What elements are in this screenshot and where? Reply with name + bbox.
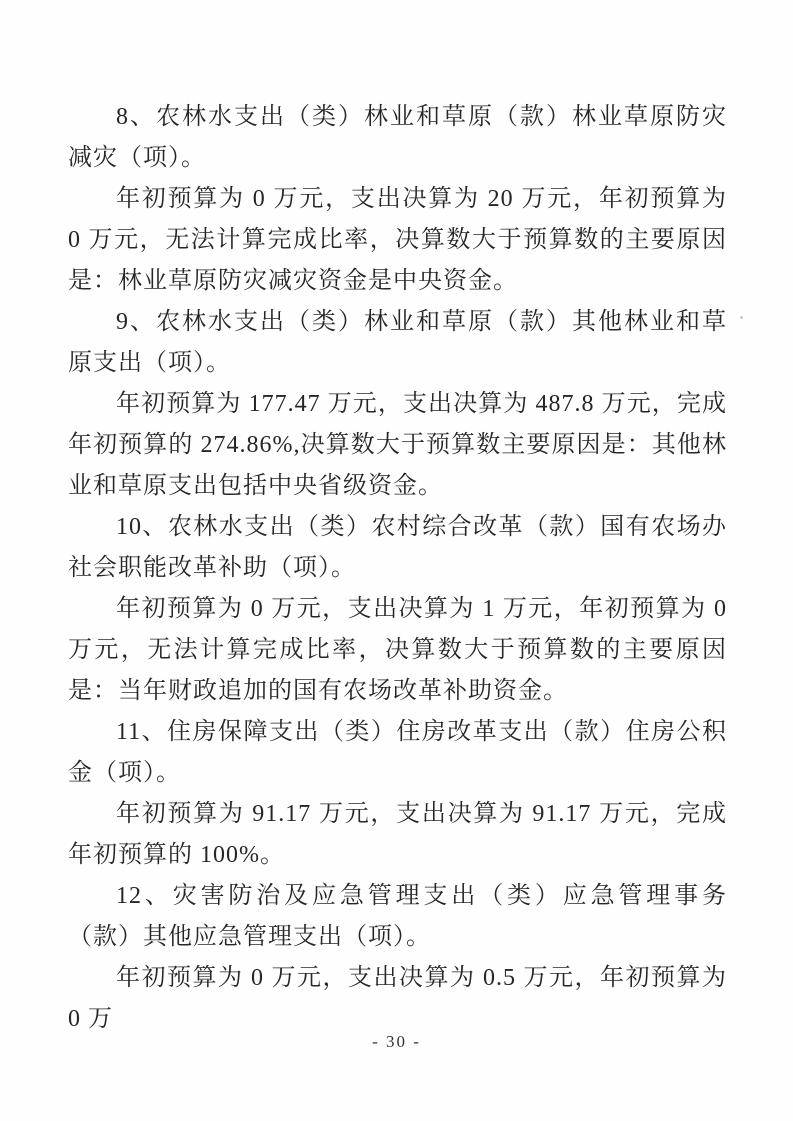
section-10-heading: 10、农林水支出（类）农村综合改革（款）国有农场办社会职能改革补助（项）。 [68, 514, 727, 581]
section-11-body: 年初预算为 91.17 万元，支出决算为 91.17 万元，完成年初预算的 100%。 [68, 801, 727, 868]
document-body [68, 97, 727, 1040]
section-9-heading: 9、农林水支出（类）林业和草原（款）其他林业和草原支出（项）。 [68, 309, 727, 376]
section-12-heading: 12、灾害防治及应急管理支出（类）应急管理事务（款）其他应急管理支出（项）。 [68, 883, 727, 950]
scan-artifact [740, 316, 743, 319]
section-8-body: 年初预算为 0 万元，支出决算为 20 万元，年初预算为 0 万元，无法计算完成比率，决算数大于预算数的主要原因是：林业草原防灾减灾资金是中央资金。 [68, 186, 727, 294]
section-9-body: 年初预算为 177.47 万元，支出决算为 487.8 万元，完成年初预算的 274.86%,决算数大于预算数主要原因是：其他林业和草原支出包括中央省级资金。 [68, 391, 727, 499]
page-number: - 30 - [372, 1032, 421, 1051]
section-11-heading: 11、住房保障支出（类）住房改革支出（款）住房公积金（项）。 [68, 719, 727, 786]
section-12-body: 年初预算为 0 万元，支出决算为 0.5 万元，年初预算为 0 万 [68, 965, 727, 1032]
section-10-body: 年初预算为 0 万元，支出决算为 1 万元，年初预算为 0 万元，无法计算完成比率，决算数大于预算数的主要原因是：当年财政追加的国有农场改革补助资金。 [68, 596, 727, 704]
section-8-heading: 8、农林水支出（类）林业和草原（款）林业草原防灾减灾（项）。 [68, 104, 727, 171]
